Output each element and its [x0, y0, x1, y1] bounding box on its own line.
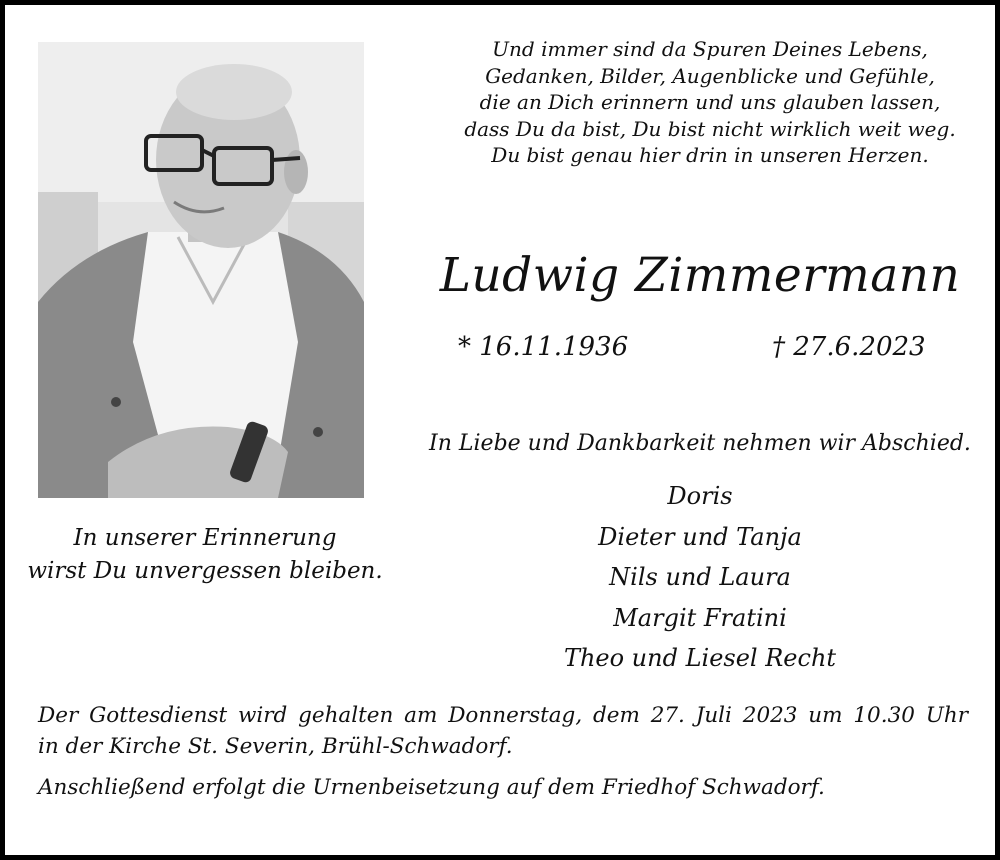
mourner-name: Doris [667, 482, 733, 510]
death-date: † 27.6.2023 [772, 332, 926, 362]
memory-text [20, 522, 390, 588]
mourner-name: Theo und Liesel Recht [563, 644, 837, 672]
burial-info: Anschließend erfolgt die Urnenbeisetzung auf dem Friedhof Schwadorf. [38, 775, 825, 800]
mourners-list [520, 476, 880, 679]
deceased-name: Ludwig Zimmermann [439, 248, 961, 303]
poem-line: Gedanken, Bilder, Augenblicke und Gefühle, [485, 63, 935, 88]
mourner-name: Dieter und Tanja [598, 522, 802, 551]
poem-line: die an Dich erinnern und uns glauben lassen, [479, 90, 941, 114]
memory-line: wirst Du unvergessen bleiben. [27, 558, 383, 584]
poem-line: Du bist genau hier drin in unseren Herzen. [491, 143, 929, 167]
poem-line: dass Du da bist, Du bist nicht wirklich weit weg. [464, 116, 956, 141]
memorial-poem [440, 36, 980, 169]
mourner-name: Nils und Laura [609, 563, 791, 591]
farewell-text: In Liebe und Dankbarkeit nehmen wir Abschied. [429, 431, 971, 456]
service-info [38, 700, 968, 762]
poem-line: Und immer sind da Spuren Deines Lebens, [492, 37, 928, 61]
memory-line: In unserer Erinnerung [73, 525, 337, 551]
portrait-photo [38, 42, 364, 498]
service-line: in der Kirche St. Severin, Brühl-Schwadorf. [38, 734, 513, 759]
birth-date: * 16.11.1936 [458, 332, 629, 362]
service-line: Der Gottesdienst wird gehalten am Donnerstag, dem 27. Juli 2023 um 10.30 Uhr [38, 703, 968, 728]
mourner-name: Margit Fratini [613, 603, 787, 632]
